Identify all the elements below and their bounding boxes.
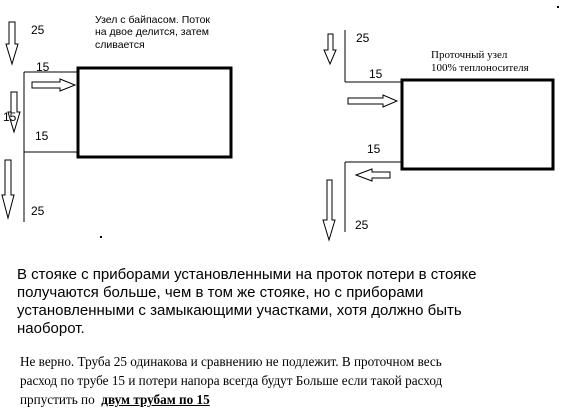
- reply-line-3: [20, 390, 565, 409]
- statement-line-3: установленными с замыкающими участками, хотя должно быть: [17, 302, 462, 319]
- statement-line-2: получаются больше, чем в том же стояке, но с приборами: [17, 284, 424, 301]
- left-caption-line-1: Узел с байпасом. Поток: [95, 14, 211, 26]
- statement-line-1: В стояке с приборами установленными на проток потери в стояке: [17, 266, 477, 283]
- left-caption: [95, 14, 210, 51]
- right-riser-bottom-label: 25: [355, 218, 369, 232]
- left-caption-line-2: на двое делится, затем: [95, 26, 209, 39]
- right-branch-bottom-label: 15: [367, 142, 381, 156]
- right-riser-top-label: 25: [356, 31, 370, 45]
- reply-line-1: Не верно. Труба 25 одинакова и сравнению не подлежит. В проточном весь: [20, 354, 442, 369]
- right-inflow-arrow: [324, 34, 336, 64]
- left-outflow-arrow: [2, 160, 14, 218]
- right-return-arrow: [356, 169, 390, 181]
- statement-line-4: наоборот.: [17, 320, 85, 337]
- right-caption: [431, 49, 529, 75]
- right-caption-line-1: Проточный узел: [431, 49, 508, 61]
- stray-dot-middle: [100, 236, 102, 238]
- reply-paragraph: [20, 352, 565, 409]
- right-outflow-arrow: [323, 180, 335, 240]
- right-caption-line-2: 100% теплоносителя: [431, 61, 529, 74]
- left-radiator: [78, 68, 231, 157]
- left-riser-bottom-label: 25: [31, 204, 45, 218]
- reply-line-3-start: прпустить по: [20, 392, 102, 407]
- left-unit: [2, 22, 231, 222]
- left-riser-top-label: 25: [31, 23, 45, 37]
- right-supply-arrow: [348, 95, 397, 107]
- right-branch-top-label: 15: [369, 67, 383, 81]
- stray-dot-top-right: [557, 6, 559, 8]
- left-branch-top-label: 15: [36, 60, 50, 74]
- statement-paragraph: [17, 266, 565, 338]
- left-inflow-arrow: [6, 22, 18, 64]
- right-radiator: [402, 80, 553, 169]
- left-caption-line-3: сливается: [95, 38, 145, 51]
- reply-line-3-emphasis: двум трубам по 15: [101, 392, 210, 407]
- reply-line-2: расход по трубе 15 и потери напора всегда будут Больше если такой расход: [20, 373, 443, 388]
- left-bypass-label: 15: [3, 110, 17, 124]
- left-branch-bottom-label: 15: [35, 129, 49, 143]
- left-supply-arrow: [32, 79, 75, 91]
